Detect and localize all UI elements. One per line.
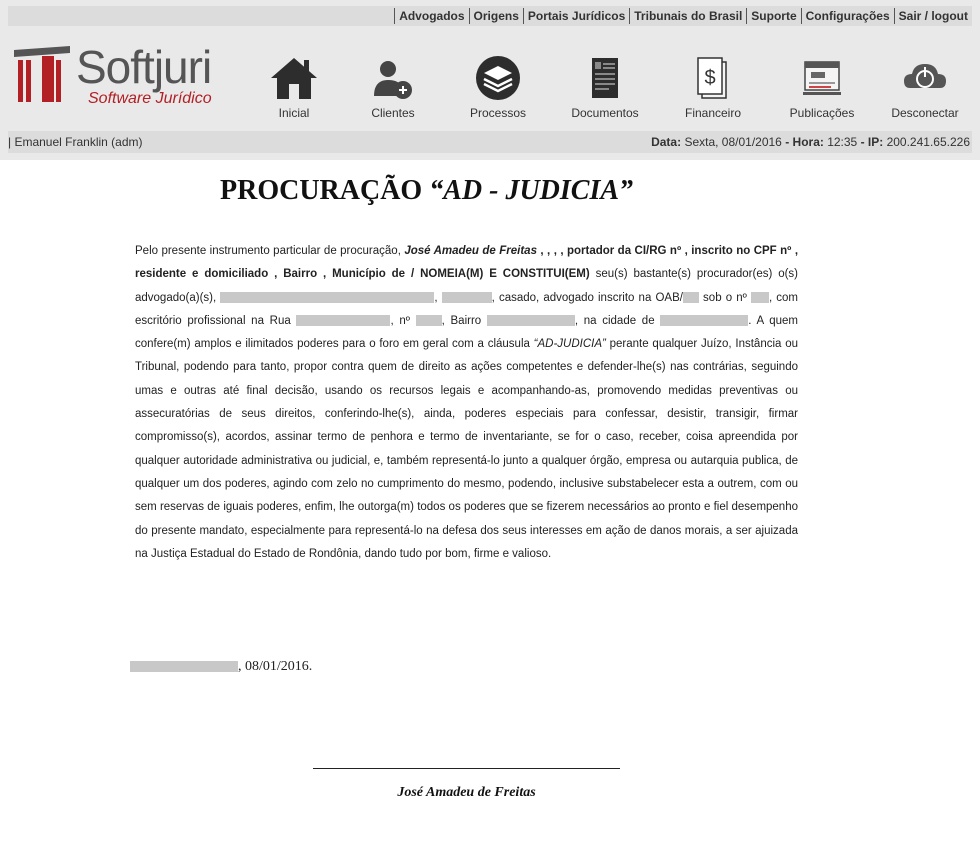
redacted-field (442, 292, 492, 303)
menu-configuracoes[interactable]: Configurações (801, 8, 894, 24)
svg-text:$: $ (704, 67, 716, 89)
nav-label: Desconectar (891, 106, 959, 120)
client-qualification: , , , , portador da CI/RG nº , inscrito no CPF nº , residente e domiciliado , Bairro , Município de / NOMEIA(M) E CONSTITUI(EM) (135, 245, 799, 281)
menu-logout[interactable]: Sair / logout (894, 8, 972, 24)
redacted-field (751, 292, 769, 303)
nav-clientes[interactable] (343, 54, 443, 120)
signature-line (313, 768, 620, 769)
nav-label: Financeiro (684, 106, 742, 120)
document-date (130, 659, 312, 675)
add-user-icon (368, 54, 418, 102)
document-title (220, 175, 633, 207)
signature-name: José Amadeu de Freitas (397, 785, 536, 800)
nav-publicacoes[interactable] (772, 54, 872, 120)
top-menu (394, 8, 972, 24)
money-document-icon (688, 54, 738, 102)
body-text: Pelo presente instrumento particular de procuração, (135, 245, 405, 257)
redacted-field (487, 315, 575, 326)
ip-value: 200.241.65.226 (886, 135, 970, 149)
menu-suporte[interactable]: Suporte (746, 8, 800, 24)
logo-mark-icon (12, 44, 72, 104)
nav-label: Inicial (278, 106, 310, 120)
main-nav (252, 54, 972, 124)
redacted-field (296, 315, 390, 326)
web-publication-icon (797, 54, 847, 102)
menu-portais-juridicos[interactable]: Portais Jurídicos (523, 8, 629, 24)
body-text: , na cidade de (574, 314, 661, 327)
menu-origens[interactable]: Origens (469, 8, 523, 24)
redacted-field (683, 292, 699, 303)
logo-subtitle: Software Jurídico (88, 90, 212, 107)
hour-label: - Hora: (781, 135, 824, 149)
nav-processos[interactable] (448, 54, 548, 120)
document-body (135, 240, 798, 566)
session-info (651, 131, 970, 153)
redacted-city (130, 661, 238, 672)
client-name: José Amadeu de Freitas (404, 245, 537, 257)
nav-financeiro[interactable] (663, 54, 763, 120)
body-text: , casado, advogado inscrito na OAB/ (491, 291, 683, 304)
body-text: , nº (390, 314, 416, 327)
layers-icon (473, 54, 523, 102)
body-text: , com escritório profissional na Rua (135, 291, 799, 327)
menu-tribunais[interactable]: Tribunais do Brasil (629, 8, 746, 24)
nav-label: Documentos (571, 106, 639, 120)
nav-label: Publicações (789, 106, 855, 120)
redacted-field (660, 315, 748, 326)
hour-value: 12:35 (827, 135, 858, 149)
softjuri-logo[interactable] (12, 40, 222, 110)
logo-word: Softjuri (76, 41, 212, 93)
body-text: sob o nº (698, 291, 751, 304)
logged-user: | Emanuel Franklin (adm) (8, 135, 143, 149)
redacted-field (220, 292, 434, 303)
nav-desconectar[interactable] (875, 54, 975, 120)
date-text: , 08/01/2016. (238, 659, 313, 674)
date-value: Sexta, 08/01/2016 (684, 135, 782, 149)
body-text: perante qualquer Juízo, Instância ou Tribunal, podendo para tanto, propor contra quem de direito as ações competentes e defender-lhe(s) nas contrárias, seguindo umas e outras até final decisão, usando os recursos legais e acompanhando-as, promovendo medidas preventivas ou assecuratórias de seus direitos, conferindo-lhe(s), ainda, poderes especiais para confessar, desistir, transigir, firmar compromisso(s), acordos, assinar termo de penhora e termo de inventariante, se for o caso, receber, coisa apreendida por qualquer autoridade administrativa ou judicial, e, também representá-lo junto a qualquer órgão, empresa ou autarquia publica, de qualquer um dos poderes, agindo com zelo no cumprimento do mesmo, podendo, inclusive substabelecer esta a outrem, com ou sem reservas de iguais poderes, enfim, lhe outorga(m) todos os poderes que se fizerem necessários ao pronto e fiel desempenho do presente mandato, especialmente para representá-lo na defesa dos seus interesses em ação de danos morais, a ser ajuizada na Justiça Estadual do Estado de Rondônia, dando tudo por bom, firme e valioso. (135, 338, 798, 560)
ip-label: - IP: (857, 135, 884, 149)
body-text: seu(s) bastante(s) procurador(es) o(s) advogado(a)(s), (135, 268, 798, 304)
clause-ad-judicia: “AD-JUDICIA” (533, 338, 606, 351)
title-italic: “AD - JUDICIA” (429, 175, 634, 206)
title-plain: PROCURAÇÃO (220, 175, 430, 206)
nav-label: Clientes (371, 106, 415, 120)
body-text: . A quem confere(m) amplos e ilimitados poderes para o foro em geral com a cláusula (135, 314, 799, 351)
nav-inicial[interactable] (244, 54, 344, 120)
date-label: Data: (651, 135, 682, 149)
home-icon (269, 54, 319, 102)
document-icon (580, 54, 630, 102)
body-text: , Bairro (441, 314, 487, 327)
menu-advogados[interactable]: Advogados (394, 8, 468, 24)
nav-label: Processos (469, 106, 527, 120)
nav-documentos[interactable] (555, 54, 655, 120)
body-text: , (434, 291, 442, 304)
redacted-field (416, 315, 442, 326)
power-icon (900, 54, 950, 102)
user-status-bar (8, 131, 972, 153)
